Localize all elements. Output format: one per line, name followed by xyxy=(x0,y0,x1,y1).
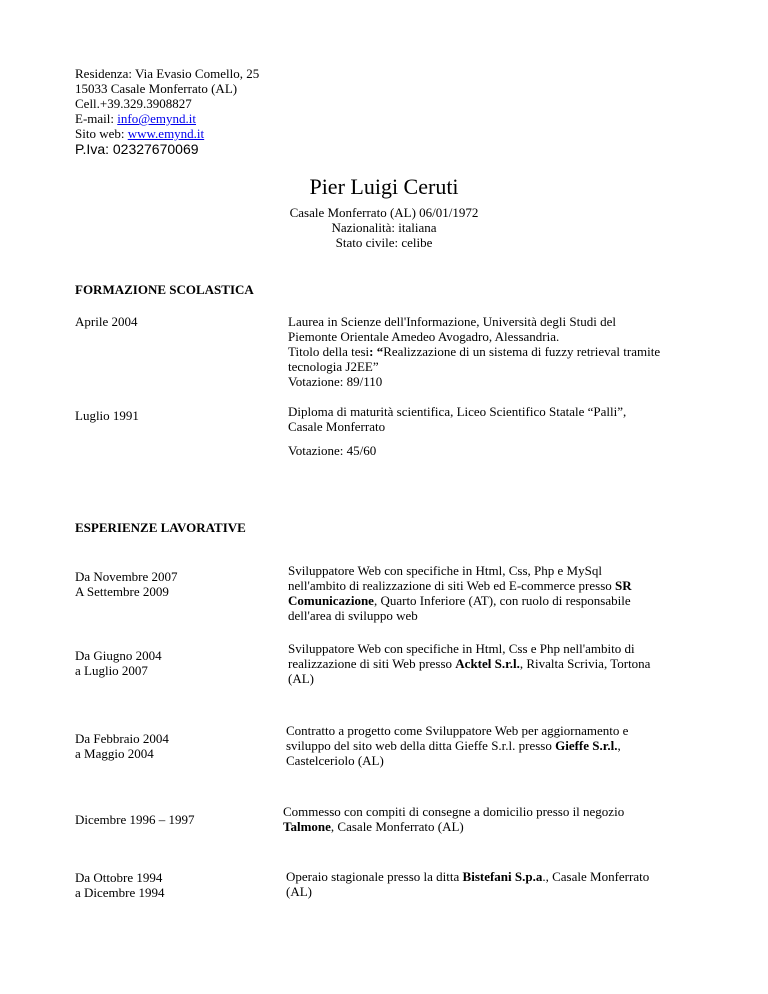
experience-heading: ESPERIENZE LAVORATIVE xyxy=(75,520,246,535)
education-entry: Laurea in Scienze dell'Informazione, Università degli Studi del Piemonte Orientale Amedeo Avogadro, Alessandria. Titolo della tesi: “Realizzazione di un sistema di fuzzy retrieval tramite tecnologia J2EE” Votazione: 89/110 xyxy=(288,314,718,389)
experience-date: Da Giugno 2004 a Luglio 2007 xyxy=(75,648,162,678)
experience-entry: Contratto a progetto come Sviluppatore Web per aggiornamento e sviluppo del sito web della ditta Gieffe S.r.l. presso Gieffe S.r.l., Castelceriolo (AL) xyxy=(286,723,629,768)
education-date: Aprile 2004 xyxy=(75,314,138,329)
experience-date: Da Febbraio 2004 a Maggio 2004 xyxy=(75,731,169,761)
email-row xyxy=(75,111,259,126)
education-heading: FORMAZIONE SCOLASTICA xyxy=(75,282,254,297)
birth-info: Casale Monferrato (AL) 06/01/1972 xyxy=(289,205,479,220)
email-link[interactable]: info@emynd.it xyxy=(117,111,197,126)
website-label: Sito web: xyxy=(75,126,128,141)
website-row xyxy=(75,126,259,141)
cell-phone: Cell.+39.329.3908827 xyxy=(75,96,192,111)
city-line: 15033 Casale Monferrato (AL) xyxy=(75,81,238,96)
vat-number: P.Iva: 02327670069 xyxy=(75,141,199,157)
personal-info xyxy=(0,205,768,250)
civil-status: Stato civile: celibe xyxy=(335,235,433,250)
grade: Votazione: 89/110 xyxy=(288,374,383,389)
experience-entry: Sviluppatore Web con specifiche in Html, Css e Php nell'ambito di realizzazione di siti Web presso Acktel S.r.l., Rivalta Scrivia, Tortona (AL) xyxy=(288,641,651,686)
education-date: Luglio 1991 xyxy=(75,408,139,423)
experience-entry: Sviluppatore Web con specifiche in Html, Css, Php e MySql nell'ambito di realizzazione di siti Web ed E-commerce presso SR Comunicazione, Quarto Inferiore (AT), con ruolo di responsabile dell'area di sviluppo web xyxy=(288,563,632,623)
address-line: Residenza: Via Evasio Comello, 25 xyxy=(75,66,260,81)
grade: Votazione: 45/60 xyxy=(288,443,377,458)
experience-entry: Commesso con compiti di consegne a domicilio presso il negozio Talmone, Casale Monferrato (AL) xyxy=(283,804,625,834)
education-entry: Diploma di maturità scientifica, Liceo Scientifico Statale “Palli”, Casale Monferrato xyxy=(288,404,627,434)
experience-date: Da Novembre 2007 A Settembre 2009 xyxy=(75,569,178,599)
nationality: Nazionalità: italiana xyxy=(331,220,437,235)
experience-date: Da Ottobre 1994 a Dicembre 1994 xyxy=(75,870,165,900)
email-label: E-mail: xyxy=(75,111,118,126)
experience-entry: Operaio stagionale presso la ditta Bistefani S.p.a., Casale Monferrato (AL) xyxy=(286,869,650,899)
website-link[interactable]: www.emynd.it xyxy=(127,126,205,141)
experience-date: Dicembre 1996 – 1997 xyxy=(75,812,195,827)
person-name: Pier Luigi Ceruti xyxy=(309,174,459,199)
contact-block xyxy=(75,66,259,158)
